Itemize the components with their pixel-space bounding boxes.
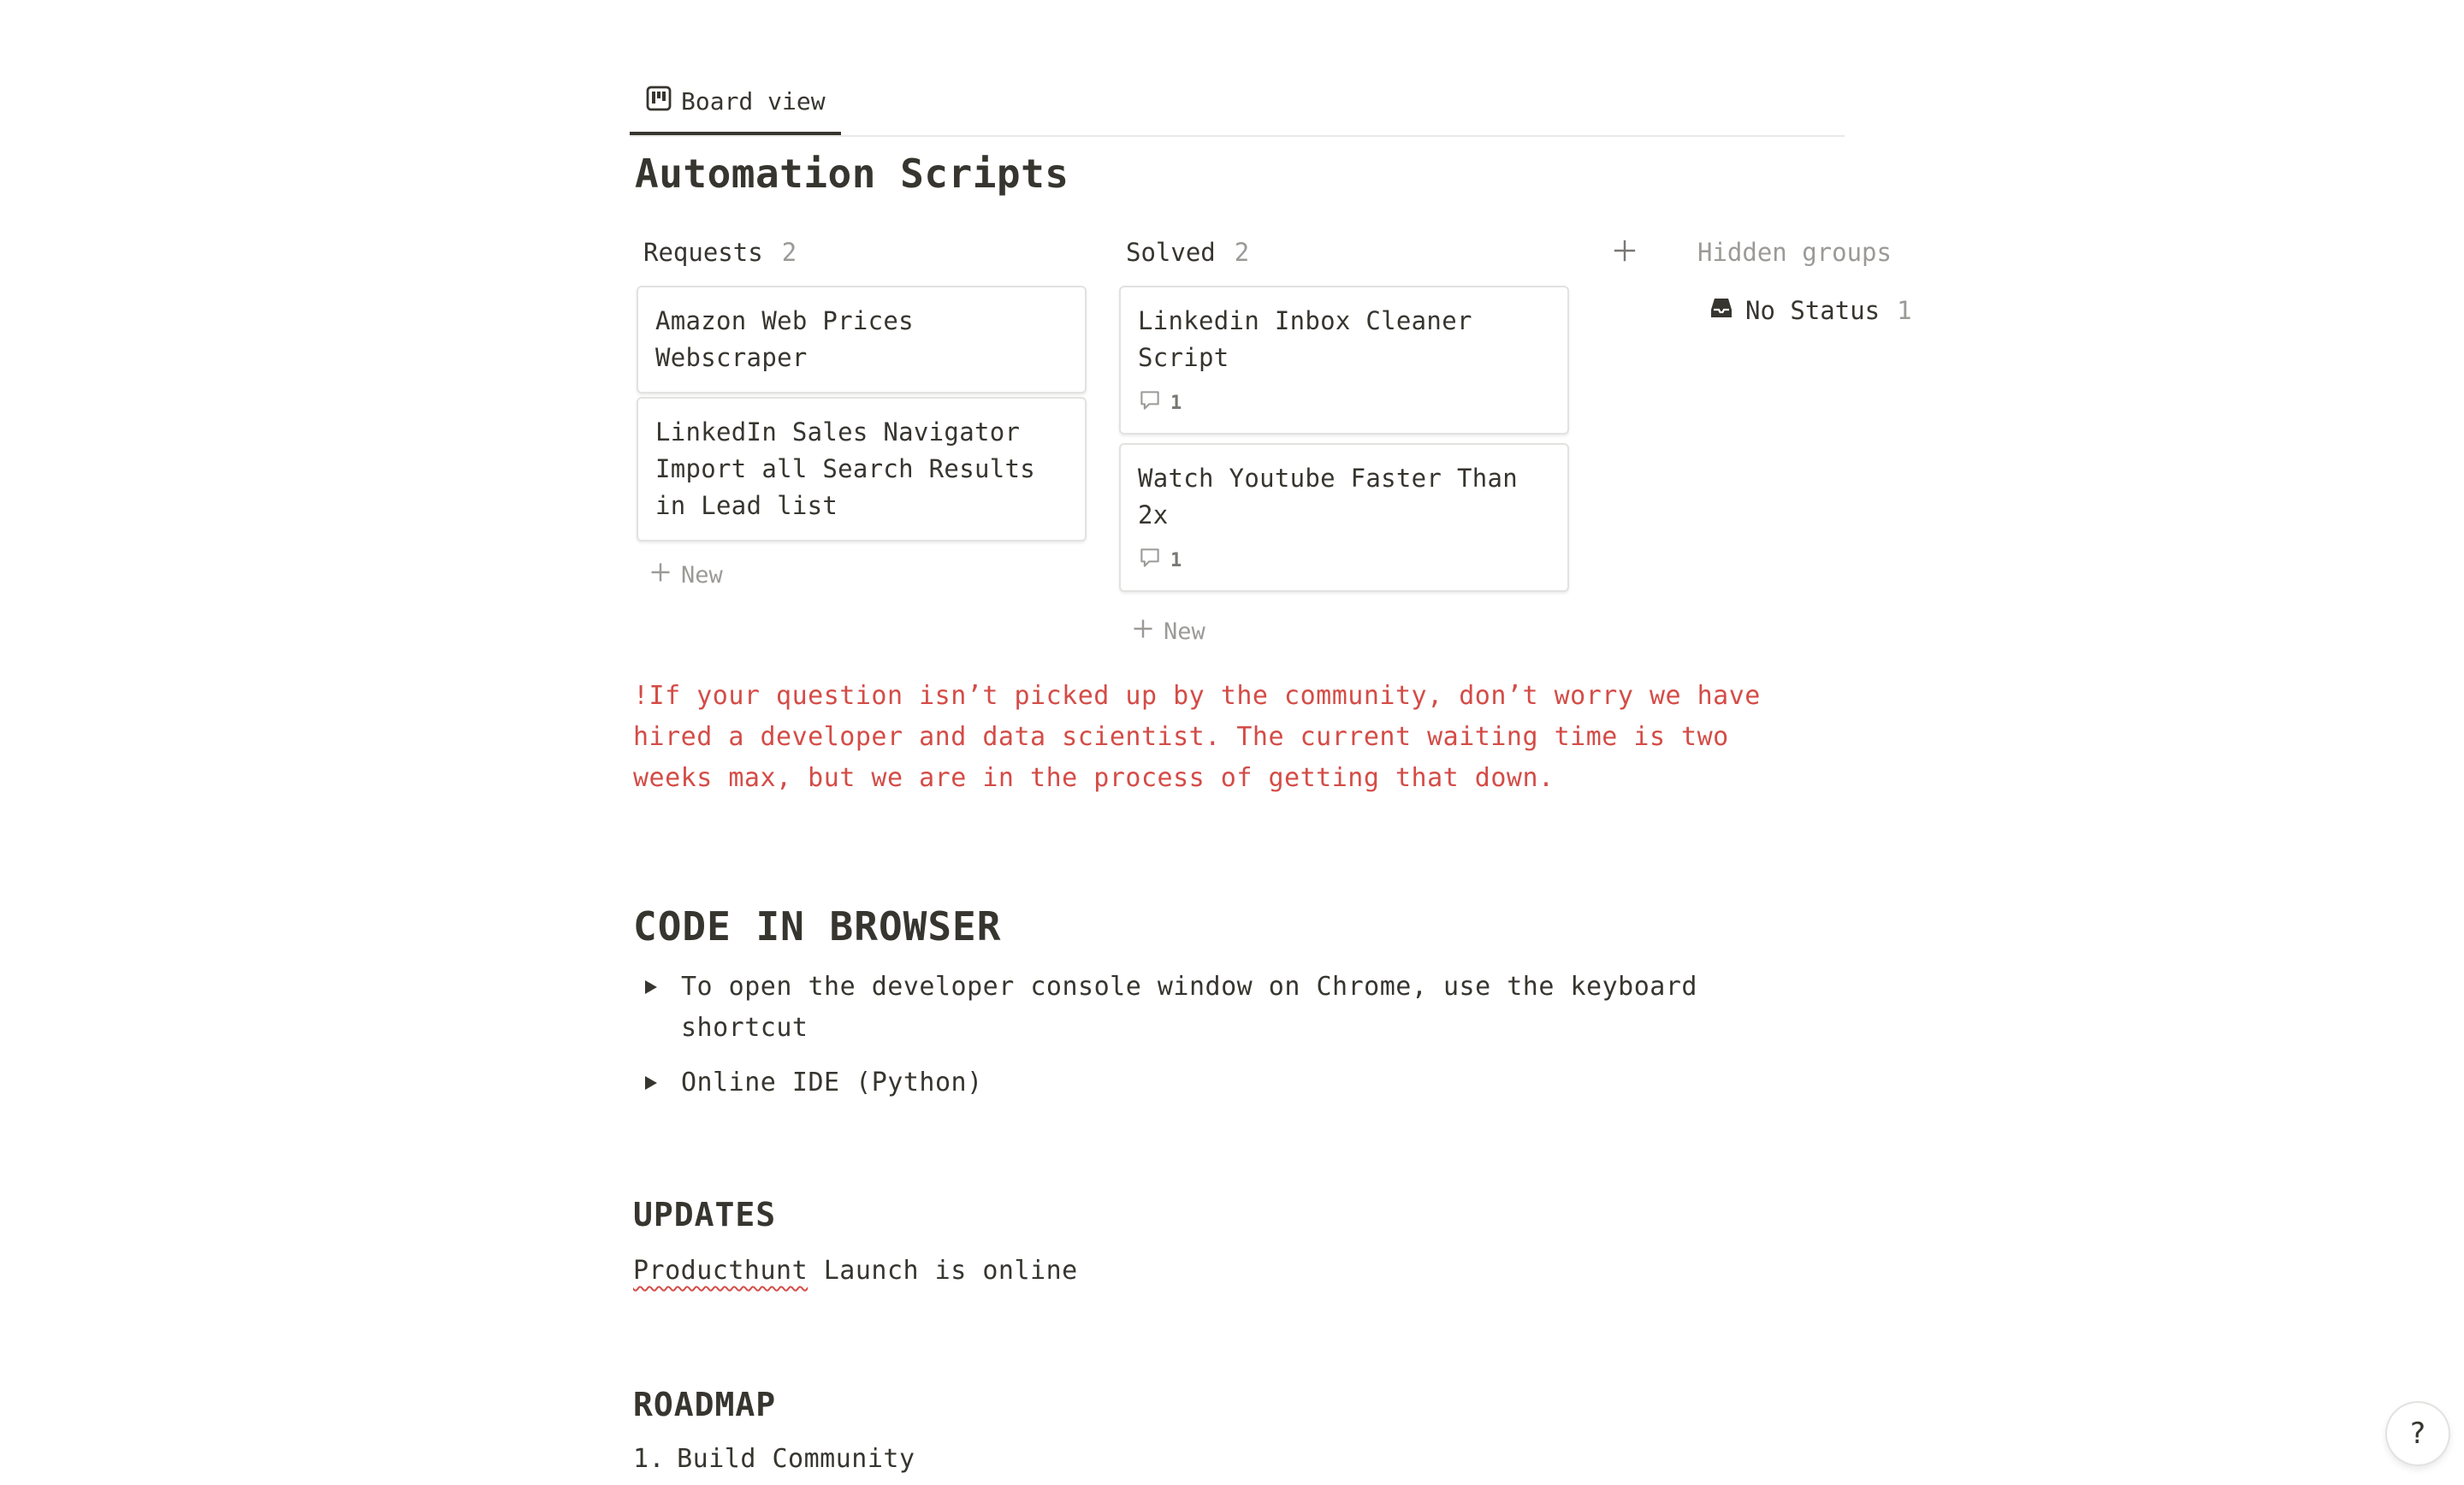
new-card-button-solved[interactable] <box>1131 612 1205 650</box>
toggle-text <box>681 967 1785 1049</box>
heading-roadmap: ROADMAP <box>633 1386 777 1423</box>
list-text: Build Community <box>677 1444 915 1474</box>
card-title: Amazon Web Prices Webscraper <box>655 306 914 372</box>
plus-icon <box>1612 238 1638 267</box>
updates-paragraph <box>633 1252 1078 1290</box>
warning-line: weeks max, but we are in the process of getting that down. <box>633 763 1555 793</box>
list-number: 1. <box>633 1444 666 1474</box>
tab-board-view[interactable] <box>630 70 841 135</box>
toggle-arrow-icon[interactable] <box>642 1062 662 1103</box>
column-header-solved[interactable] <box>1126 234 1249 270</box>
column-name: Solved <box>1126 238 1216 267</box>
add-group-button[interactable] <box>1607 234 1643 270</box>
new-card-button-requests[interactable] <box>649 556 723 594</box>
hidden-group-count: 1 <box>1897 296 1912 325</box>
help-button[interactable]: ? <box>2387 1403 2449 1464</box>
card-title: Watch Youtube Faster Than 2x <box>1138 464 1518 530</box>
toggle-text: Online IDE (Python) <box>681 1068 983 1097</box>
tab-label: Board view <box>681 86 826 115</box>
warning-callout <box>633 676 1848 799</box>
inbox-icon <box>1708 294 1735 328</box>
warning-line: hired a developer and data scientist. The current waiting time is two <box>633 722 1729 752</box>
comment-count: 1 <box>1170 549 1182 571</box>
plus-icon <box>649 560 672 590</box>
board-card[interactable] <box>637 397 1087 541</box>
column-name: Requests <box>643 238 763 267</box>
board-card[interactable] <box>1119 286 1569 435</box>
hidden-group-name: No Status <box>1745 296 1881 325</box>
database-title[interactable]: Automation Scripts <box>635 151 1069 197</box>
comment-count: 1 <box>1170 392 1182 414</box>
view-tab-bar <box>630 70 1845 137</box>
card-comments <box>1138 388 1550 417</box>
toggle-text-line: shortcut <box>681 1013 808 1043</box>
warning-line: !If your question isn’t picked up by the community, don’t worry we have <box>633 681 1761 711</box>
heading-updates: UPDATES <box>633 1196 777 1234</box>
board-card[interactable] <box>637 286 1087 393</box>
heading-code-in-browser: CODE IN BROWSER <box>633 903 1002 950</box>
toggle-text-line: To open the developer console window on Chrome, use the keyboard <box>681 972 1697 1002</box>
column-header-requests[interactable] <box>643 234 797 270</box>
comment-icon <box>1138 546 1162 575</box>
card-title: Linkedin Inbox Cleaner Script <box>1138 306 1472 372</box>
card-title: LinkedIn Sales Navigator Import all Search Results in Lead list <box>655 417 1035 520</box>
toggle-arrow-icon[interactable] <box>642 967 662 1008</box>
new-label: New <box>1164 618 1205 645</box>
plus-icon <box>1131 617 1155 647</box>
hidden-group-no-status[interactable] <box>1708 293 1912 328</box>
roadmap-list-item <box>633 1441 915 1478</box>
card-comments <box>1138 546 1550 575</box>
new-label: New <box>681 561 723 589</box>
toggle-block <box>642 1062 1785 1103</box>
comment-icon <box>1138 388 1162 417</box>
updates-word: Producthunt <box>633 1256 808 1286</box>
column-count: 2 <box>781 238 797 267</box>
board-icon <box>645 85 672 118</box>
column-count: 2 <box>1234 238 1250 267</box>
board-card[interactable] <box>1119 443 1569 592</box>
hidden-groups-label: Hidden groups <box>1697 238 1892 267</box>
toggle-block <box>642 967 1785 1049</box>
updates-text: Launch is online <box>808 1256 1078 1286</box>
